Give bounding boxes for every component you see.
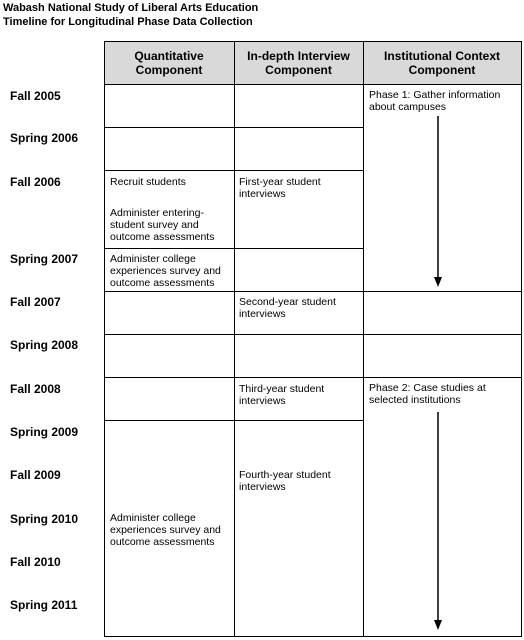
term-label: Spring 2008 bbox=[10, 338, 79, 352]
term-label: Spring 2006 bbox=[10, 131, 79, 145]
phase-1-text: Phase 1: Gather information about campuses bbox=[369, 89, 501, 113]
title-line-1: Wabash National Study of Liberal Arts Education bbox=[3, 2, 259, 14]
phase-1-down-arrow-icon bbox=[432, 116, 444, 288]
header-interview: In-depth Interview Component bbox=[234, 41, 363, 84]
term-label: Fall 2006 bbox=[10, 175, 61, 189]
term-label: Spring 2009 bbox=[10, 425, 79, 439]
experiences-survey-2007-text: Administer college experiences survey and outcome assessments bbox=[110, 253, 221, 289]
phase-2-text: Phase 2: Case studies at selected institutions bbox=[369, 382, 486, 406]
grid-line bbox=[234, 41, 235, 637]
experiences-survey-2010-text: Administer college experiences survey and outcome assessments bbox=[110, 512, 221, 548]
term-label: Fall 2010 bbox=[10, 555, 61, 569]
grid-line bbox=[104, 41, 105, 637]
grid-line bbox=[104, 41, 522, 42]
grid-line bbox=[521, 41, 522, 637]
grid-line bbox=[104, 377, 522, 378]
entering-survey-text: Administer entering-student survey and outcome assessments bbox=[110, 207, 215, 243]
header-context: Institutional Context Component bbox=[363, 41, 521, 84]
grid-line bbox=[363, 41, 364, 637]
term-label: Fall 2008 bbox=[10, 382, 61, 396]
grid-line bbox=[104, 84, 522, 85]
grid-line bbox=[104, 334, 522, 335]
term-label: Fall 2005 bbox=[10, 89, 61, 103]
term-label: Fall 2007 bbox=[10, 295, 61, 309]
term-label: Spring 2010 bbox=[10, 512, 79, 526]
term-label: Spring 2007 bbox=[10, 252, 79, 266]
third-year-interviews-text: Third-year student interviews bbox=[239, 383, 325, 407]
fourth-year-interviews-text: Fourth-year student interviews bbox=[239, 469, 331, 493]
phase-2-down-arrow-icon bbox=[432, 412, 444, 632]
term-label: Fall 2009 bbox=[10, 468, 61, 482]
term-label: Spring 2011 bbox=[10, 598, 78, 612]
title-line-2: Timeline for Longitudinal Phase Data Collection bbox=[3, 16, 253, 28]
grid-line bbox=[104, 291, 522, 292]
header-quantitative: Quantitative Component bbox=[104, 41, 234, 84]
recruit-students-text: Recruit students bbox=[110, 176, 186, 188]
first-year-interviews-text: First-year student interviews bbox=[239, 176, 321, 200]
grid-line bbox=[104, 636, 522, 637]
second-year-interviews-text: Second-year student interviews bbox=[239, 296, 336, 320]
